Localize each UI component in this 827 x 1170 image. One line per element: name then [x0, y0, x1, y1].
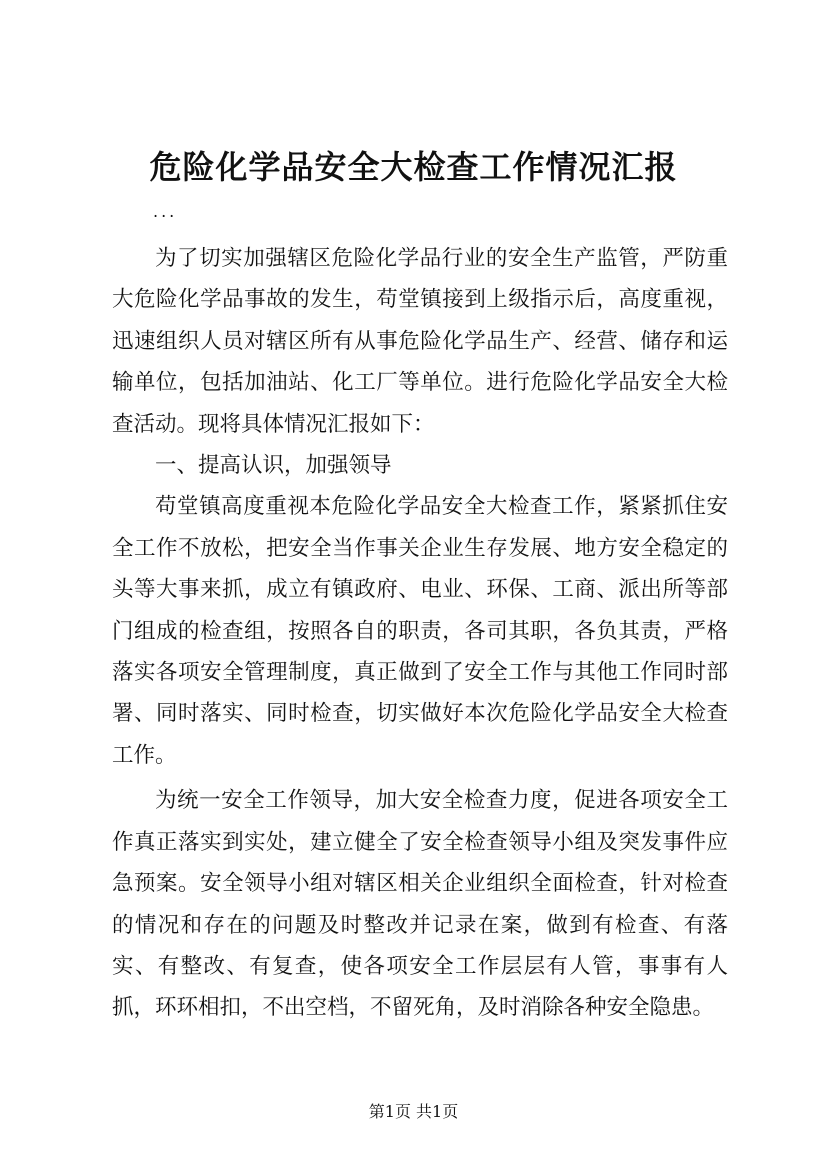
paragraph-intro: 为了切实加强辖区危险化学品行业的安全生产监管，严防重大危险化学品事故的发生，苟堂镇接到上级指示后，高度重视，迅速组织人员对辖区所有从事危险化学品生产、经营、储存和运输单位，包括加油站、化工厂等单位。进行危险化学品安全大检查活动。现将具体情况汇报如下： [112, 246, 728, 437]
page-footer: 第1页 共1页 [368, 1102, 459, 1121]
paragraph-leadership: 苟堂镇高度重视本危险化学品安全大检查工作，紧紧抓住安全工作不放松，把安全当作事关企业生存发展、地方安全稳定的头等大事来抓，成立有镇政府、电业、环保、工商、派出所等部门组成的检查组，按照各自的职责，各司其职，各负其责，严格落实各项安全管理制度，真正做到了安全工作与其他工作同时部署、同时落实、同时检查，切实做好本次危险化学品安全大检查工作。 [112, 494, 728, 768]
paragraph-inspection: 为统一安全工作领导，加大安全检查力度，促进各项安全工作真正落实到实处，建立健全了安全检查领导小组及突发事件应急预案。安全领导小组对辖区相关企业组织全面检查，针对检查的情况和存在的问题及时整改并记录在案，做到有检查、有落实、有整改、有复查，使各项安全工作层层有人管，事事有人抓，环环相扣，不出空档，不留死角，及时消除各种安全隐患。 [112, 788, 728, 1021]
document-title: 危险化学品安全大检查工作情况汇报 [149, 148, 678, 186]
ellipsis-marker: ... [153, 202, 178, 221]
section-heading-1: 一、提高认识，加强领导 [155, 453, 392, 479]
document-body [112, 238, 728, 1029]
